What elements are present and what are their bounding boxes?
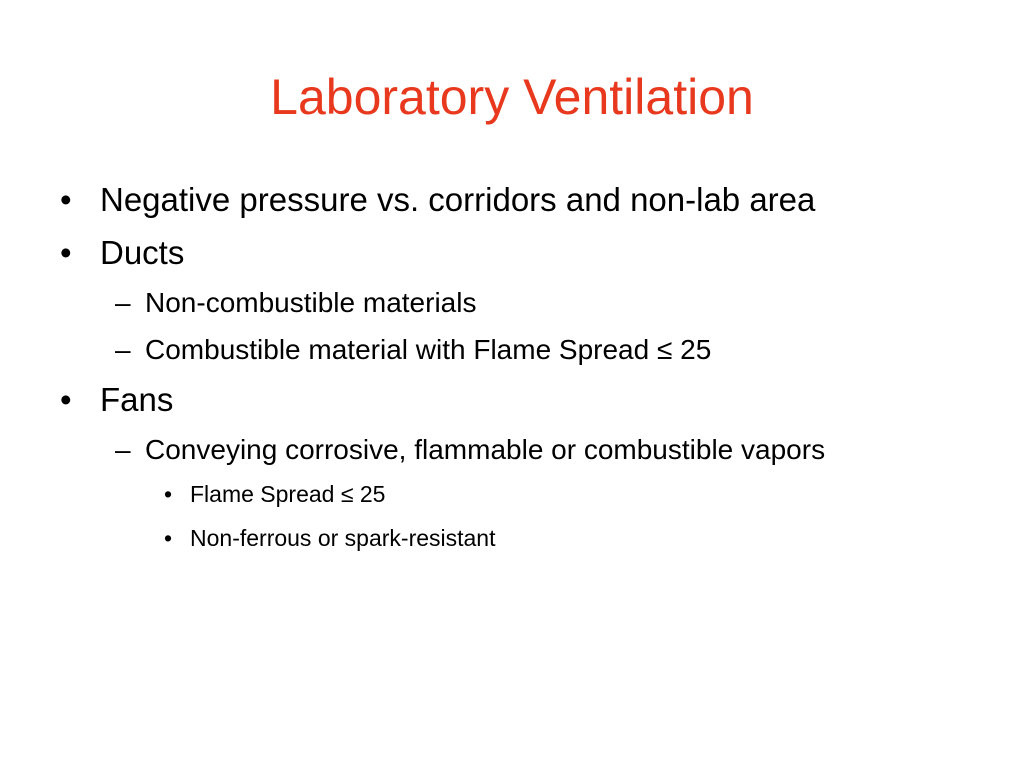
dash-icon: – (115, 287, 131, 318)
bullet-icon: • (60, 381, 72, 418)
bullet-fans (60, 380, 960, 420)
bullet-text: Fans (100, 381, 174, 418)
sub-bullet-text: Combustible material with Flame Spread ≤ 25 (145, 334, 712, 365)
sub-sub-bullet-non-ferrous (164, 524, 960, 552)
sub-sub-bullet-text: Non-ferrous or spark-resistant (190, 525, 496, 551)
dash-icon: – (115, 434, 131, 465)
sub-bullet-text: Conveying corrosive, flammable or combustible vapors (145, 434, 826, 465)
sub-bullet-non-combustible (115, 286, 960, 320)
bullet-icon: • (60, 234, 72, 271)
dash-icon: – (115, 334, 131, 365)
sub-bullet-combustible-flame-spread (115, 333, 960, 367)
slide-title: Laboratory Ventilation (270, 69, 754, 125)
small-bullet-icon: • (164, 481, 173, 507)
bullet-ducts (60, 233, 960, 273)
bullet-icon: • (60, 181, 72, 218)
sub-sub-bullet-flame-spread (164, 480, 960, 508)
sub-bullet-text: Non-combustible materials (145, 287, 477, 318)
sub-bullet-conveying-vapors (115, 433, 960, 467)
bullet-negative-pressure (60, 180, 960, 220)
slide-content (60, 180, 960, 568)
bullet-text: Negative pressure vs. corridors and non-lab area (100, 181, 816, 218)
small-bullet-icon: • (164, 525, 173, 551)
bullet-text: Ducts (100, 234, 185, 271)
sub-sub-bullet-text: Flame Spread ≤ 25 (190, 481, 386, 507)
